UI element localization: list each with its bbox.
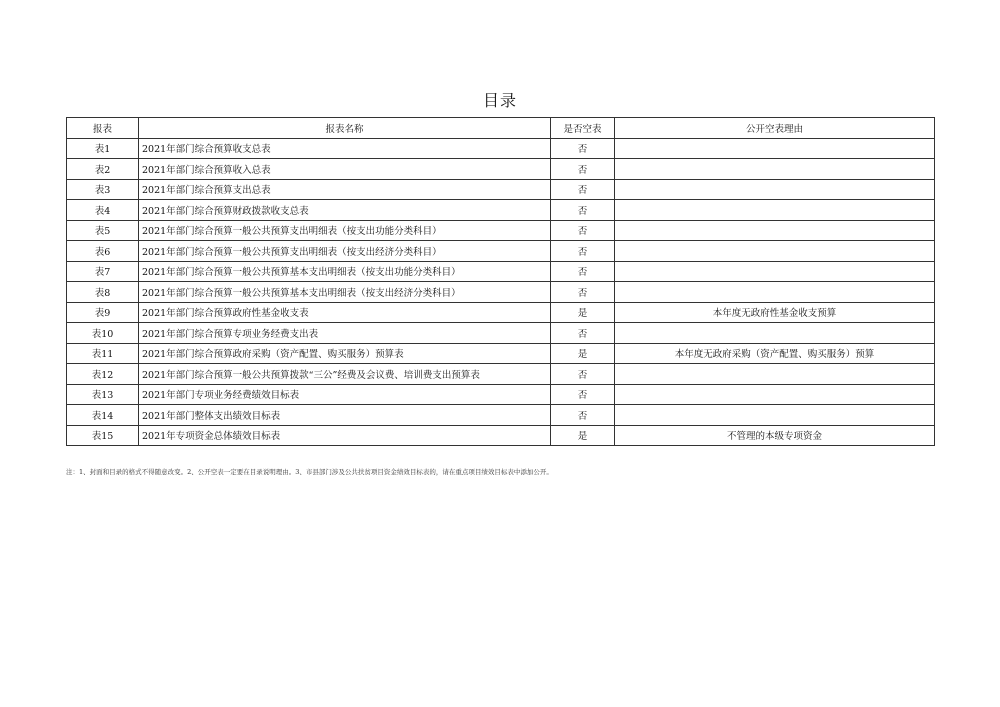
report-name-cell: 2021年部门综合预算政府采购（资产配置、购买服务）预算表 (139, 343, 551, 364)
table-row (67, 282, 935, 303)
is-empty-cell: 否 (551, 384, 615, 405)
report-no-cell: 表2 (67, 159, 139, 180)
page-title: 目录 (482, 91, 517, 110)
report-name-cell: 2021年部门综合预算一般公共预算支出明细表（按支出经济分类科目） (139, 241, 551, 262)
report-no-cell: 表15 (67, 425, 139, 446)
table-row (67, 343, 935, 364)
report-no-cell: 表8 (67, 282, 139, 303)
is-empty-cell: 否 (551, 323, 615, 344)
footnote: 注：1、封面和目录的格式不得随意改变。2、公开空表一定要在目录说明理由。3、市县部门涉及公共扶贫项目资金绩效目标表的，请在重点项目绩效目标表中添加公开。 (66, 468, 553, 476)
empty-reason-cell (615, 241, 935, 262)
is-empty-cell: 否 (551, 282, 615, 303)
report-no-cell: 表11 (67, 343, 139, 364)
empty-reason-cell (615, 405, 935, 426)
empty-reason-cell (615, 323, 935, 344)
is-empty-cell: 否 (551, 220, 615, 241)
report-no-cell: 表5 (67, 220, 139, 241)
report-no-cell: 表1 (67, 138, 139, 159)
report-name-cell: 2021年部门综合预算一般公共预算拨款“三公”经费及会议费、培训费支出预算表 (139, 364, 551, 385)
is-empty-cell: 否 (551, 261, 615, 282)
report-no-cell: 表3 (67, 179, 139, 200)
empty-reason-cell: 不管理的本级专项资金 (615, 425, 935, 446)
is-empty-cell: 否 (551, 179, 615, 200)
report-name-cell: 2021年部门综合预算政府性基金收支表 (139, 302, 551, 323)
empty-reason-cell (615, 364, 935, 385)
empty-reason-cell (615, 282, 935, 303)
table-row (67, 425, 935, 446)
report-name-cell: 2021年部门整体支出绩效目标表 (139, 405, 551, 426)
catalog-table (66, 117, 935, 446)
table-row (67, 405, 935, 426)
empty-reason-cell: 本年度无政府采购（资产配置、购买服务）预算 (615, 343, 935, 364)
header-report-name: 报表名称 (139, 118, 551, 139)
empty-reason-cell (615, 384, 935, 405)
table-row (67, 302, 935, 323)
table-row (67, 179, 935, 200)
report-name-cell: 2021年部门专项业务经费绩效目标表 (139, 384, 551, 405)
is-empty-cell: 否 (551, 241, 615, 262)
report-no-cell: 表4 (67, 200, 139, 221)
report-no-cell: 表7 (67, 261, 139, 282)
report-name-cell: 2021年专项资金总体绩效目标表 (139, 425, 551, 446)
report-no-cell: 表10 (67, 323, 139, 344)
report-name-cell: 2021年部门综合预算专项业务经费支出表 (139, 323, 551, 344)
is-empty-cell: 否 (551, 159, 615, 180)
is-empty-cell: 否 (551, 200, 615, 221)
table-row (67, 138, 935, 159)
table-header-row (67, 118, 935, 139)
is-empty-cell: 否 (551, 138, 615, 159)
header-is-empty: 是否空表 (551, 118, 615, 139)
report-no-cell: 表9 (67, 302, 139, 323)
table-row (67, 159, 935, 180)
table-row (67, 364, 935, 385)
is-empty-cell: 否 (551, 405, 615, 426)
report-name-cell: 2021年部门综合预算支出总表 (139, 179, 551, 200)
header-empty-reason: 公开空表理由 (615, 118, 935, 139)
empty-reason-cell (615, 220, 935, 241)
table-row (67, 261, 935, 282)
report-name-cell: 2021年部门综合预算一般公共预算基本支出明细表（按支出经济分类科目） (139, 282, 551, 303)
report-no-cell: 表12 (67, 364, 139, 385)
table-row (67, 384, 935, 405)
is-empty-cell: 是 (551, 343, 615, 364)
empty-reason-cell: 本年度无政府性基金收支预算 (615, 302, 935, 323)
empty-reason-cell (615, 159, 935, 180)
report-name-cell: 2021年部门综合预算收支总表 (139, 138, 551, 159)
header-report-no: 报表 (67, 118, 139, 139)
table-row (67, 220, 935, 241)
is-empty-cell: 否 (551, 364, 615, 385)
report-name-cell: 2021年部门综合预算财政拨款收支总表 (139, 200, 551, 221)
table-row (67, 241, 935, 262)
report-name-cell: 2021年部门综合预算一般公共预算基本支出明细表（按支出功能分类科目） (139, 261, 551, 282)
is-empty-cell: 是 (551, 302, 615, 323)
is-empty-cell: 是 (551, 425, 615, 446)
table-row (67, 200, 935, 221)
empty-reason-cell (615, 261, 935, 282)
report-name-cell: 2021年部门综合预算一般公共预算支出明细表（按支出功能分类科目） (139, 220, 551, 241)
report-no-cell: 表13 (67, 384, 139, 405)
empty-reason-cell (615, 138, 935, 159)
table-row (67, 323, 935, 344)
empty-reason-cell (615, 200, 935, 221)
report-no-cell: 表6 (67, 241, 139, 262)
report-no-cell: 表14 (67, 405, 139, 426)
report-name-cell: 2021年部门综合预算收入总表 (139, 159, 551, 180)
empty-reason-cell (615, 179, 935, 200)
